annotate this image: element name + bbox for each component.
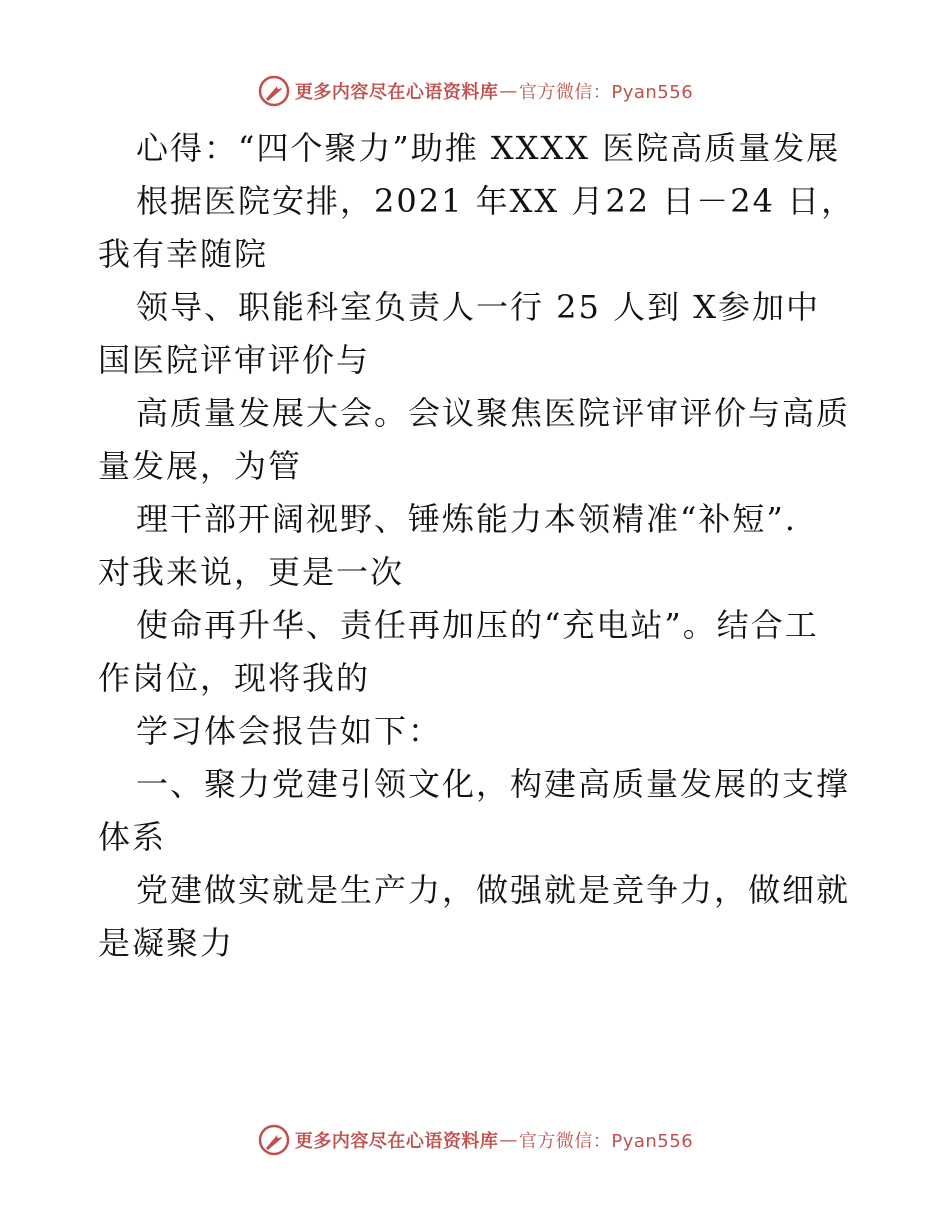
footer-banner-text: 更多内容尽在心语资料库 [294, 1131, 499, 1152]
doc-section-heading: 一、聚力党建引领文化，构建高质量发展的支撑 [136, 765, 851, 803]
pen-nib-logo-icon [257, 74, 291, 108]
doc-line: 我有幸随院 [98, 235, 269, 273]
doc-line: 根据医院安排，2021 年XX 月22 日－24 日， [136, 182, 856, 220]
header-watermark-banner [0, 71, 950, 111]
doc-line: 党建做实就是生产力，做强就是竞争力，做细就 [136, 871, 851, 909]
doc-line: 理干部开阔视野、锤炼能力本领精准“补短”. [136, 500, 797, 538]
doc-line: 作岗位，现将我的 [98, 659, 371, 697]
doc-title-line: 心得：“四个聚力”助推 XXXX 医院高质量发展 [136, 129, 841, 167]
document-body [98, 122, 868, 970]
doc-line: 国医院评审评价与 [98, 341, 371, 379]
pen-nib-logo-icon [257, 1123, 291, 1157]
doc-section-heading-cont: 体系 [98, 818, 167, 856]
header-banner-dash: — [499, 80, 518, 102]
header-banner-text: 更多内容尽在心语资料库 [294, 82, 499, 103]
doc-line: 高质量发展大会。会议聚焦医院评审评价与高质 [136, 394, 851, 432]
doc-line: 领导、职能科室负责人一行 25 人到 X参加中 [136, 288, 821, 326]
header-banner-suffix: 官方微信：Pyan556 [518, 82, 694, 103]
doc-line: 对我来说，更是一次 [98, 553, 405, 591]
doc-line: 使命再升华、责任再加压的“充电站”。结合工 [136, 606, 819, 644]
doc-line: 学习体会报告如下： [136, 712, 443, 750]
doc-line: 是凝聚力 [98, 924, 235, 962]
footer-banner-suffix: 官方微信：Pyan556 [518, 1131, 694, 1152]
footer-watermark-banner [0, 1120, 950, 1160]
footer-banner-dash: — [499, 1129, 518, 1151]
doc-line: 量发展，为管 [98, 447, 303, 485]
